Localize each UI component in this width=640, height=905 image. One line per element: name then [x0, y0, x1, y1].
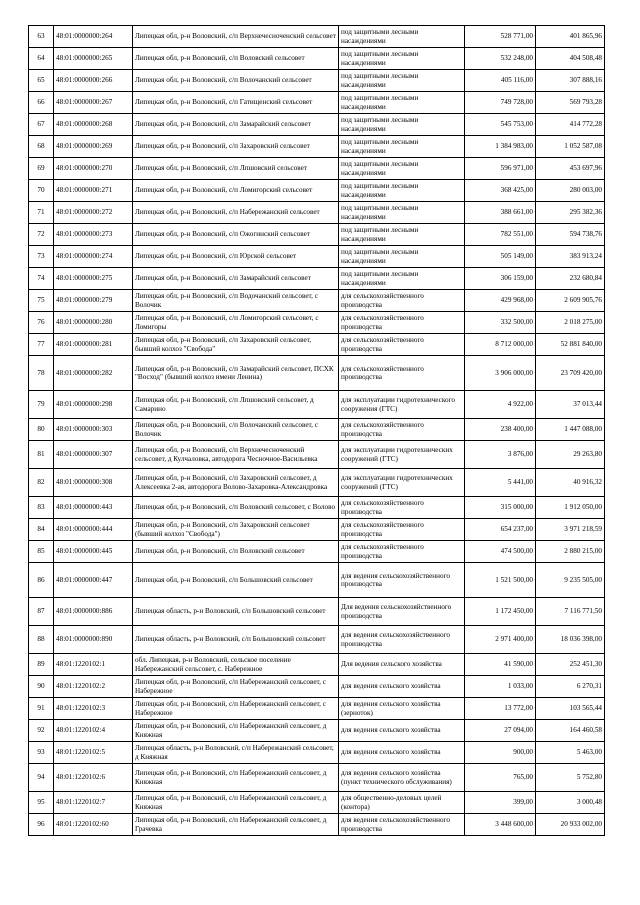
cadastral-value-cell: 401 865,96: [536, 26, 605, 48]
row-number-cell: 96: [29, 814, 54, 836]
row-number-cell: 75: [29, 290, 54, 312]
table-row: [29, 391, 605, 419]
row-number-cell: 83: [29, 497, 54, 519]
cadastral-number-cell: 48:01:0000000:279: [54, 290, 133, 312]
table-row: [29, 626, 605, 654]
location-cell: Липецкая обл, р-н Воловский, с/п Захаровский сельсовет, д Алексеевка 2-ая, автодорога Волово-Захаровка-Александровка: [133, 469, 339, 497]
cadastral-number-cell: 48:01:1220102:2: [54, 676, 133, 698]
area-value-cell: 528 771,00: [465, 26, 536, 48]
permitted-use-cell: под защитными лесными насаждениями: [339, 70, 465, 92]
table-row: [29, 541, 605, 563]
table-row: [29, 419, 605, 441]
cadastral-value-cell: 2 018 275,00: [536, 312, 605, 334]
table-row: [29, 26, 605, 48]
location-cell: Липецкая обл, р-н Воловский, с/п Ожогинский сельсовет: [133, 224, 339, 246]
location-cell: Липецкая обл, р-н Воловский, с/п Гатищенский сельсовет: [133, 92, 339, 114]
permitted-use-cell: под защитными лесными насаждениями: [339, 158, 465, 180]
cadastral-number-cell: 48:01:0000000:303: [54, 419, 133, 441]
row-number-cell: 93: [29, 742, 54, 764]
permitted-use-cell: для сельскохозяйственного производства: [339, 312, 465, 334]
location-cell: Липецкая обл, р-н Воловский, с/п Юрской сельсовет: [133, 246, 339, 268]
location-cell: Липецкая обл, р-н Воловский, с/п Захаровский сельсовет (бывший колхоз "Свобода"): [133, 519, 339, 541]
cadastral-value-cell: 18 036 398,00: [536, 626, 605, 654]
row-number-cell: 65: [29, 70, 54, 92]
cadastral-number-cell: 48:01:1220102:4: [54, 720, 133, 742]
table-row: [29, 497, 605, 519]
cadastral-value-cell: 40 916,32: [536, 469, 605, 497]
area-value-cell: 596 971,00: [465, 158, 536, 180]
area-value-cell: 388 661,00: [465, 202, 536, 224]
permitted-use-cell: под защитными лесными насаждениями: [339, 26, 465, 48]
permitted-use-cell: для общественно-деловых целей (контора): [339, 792, 465, 814]
cadastral-number-cell: 48:01:0000000:281: [54, 334, 133, 356]
table-row: [29, 676, 605, 698]
location-cell: Липецкая обл, р-н Воловский, с/п Ломигорский сельсовет: [133, 180, 339, 202]
area-value-cell: 3 906 000,00: [465, 356, 536, 391]
table-row: [29, 469, 605, 497]
permitted-use-cell: для ведения сельского хозяйства: [339, 676, 465, 698]
area-value-cell: 315 000,00: [465, 497, 536, 519]
location-cell: Липецкая обл, р-н Воловский, с/п Набережанский сельсовет: [133, 202, 339, 224]
row-number-cell: 70: [29, 180, 54, 202]
cadastral-number-cell: 48:01:1220102:1: [54, 654, 133, 676]
area-value-cell: 429 968,00: [465, 290, 536, 312]
row-number-cell: 66: [29, 92, 54, 114]
permitted-use-cell: Для ведения сельского хозяйства: [339, 654, 465, 676]
permitted-use-cell: для ведения сельскохозяйственного производства: [339, 814, 465, 836]
cadastral-number-cell: 48:01:0000000:298: [54, 391, 133, 419]
table-row: [29, 224, 605, 246]
cadastral-number-cell: 48:01:0000000:443: [54, 497, 133, 519]
cadastral-number-cell: 48:01:0000000:886: [54, 598, 133, 626]
permitted-use-cell: под защитными лесными насаждениями: [339, 268, 465, 290]
cadastral-number-cell: 48:01:0000000:269: [54, 136, 133, 158]
table-row: [29, 742, 605, 764]
location-cell: Липецкая обл, р-н Воловский, с/п Набережанский сельсовет, д Княжная: [133, 764, 339, 792]
cadastral-number-cell: 48:01:0000000:280: [54, 312, 133, 334]
permitted-use-cell: для эксплуатации гидротехнических сооружений (ГТС): [339, 469, 465, 497]
row-number-cell: 91: [29, 698, 54, 720]
permitted-use-cell: для эксплуатации гидротехнических сооружений (ГТС): [339, 441, 465, 469]
permitted-use-cell: под защитными лесными насаждениями: [339, 114, 465, 136]
table-row: [29, 563, 605, 598]
row-number-cell: 87: [29, 598, 54, 626]
permitted-use-cell: под защитными лесными насаждениями: [339, 92, 465, 114]
cadastral-number-cell: 48:01:0000000:268: [54, 114, 133, 136]
table-row: [29, 202, 605, 224]
row-number-cell: 88: [29, 626, 54, 654]
cadastral-value-cell: 594 738,76: [536, 224, 605, 246]
permitted-use-cell: для сельскохозяйственного производства: [339, 334, 465, 356]
cadastral-number-cell: 48:01:0000000:270: [54, 158, 133, 180]
cadastral-value-cell: 164 460,58: [536, 720, 605, 742]
location-cell: Липецкая обл, р-н Воловский, с/п Воловский сельсовет, с Волово: [133, 497, 339, 519]
cadastral-value-cell: 414 772,28: [536, 114, 605, 136]
cadastral-value-cell: 23 709 420,00: [536, 356, 605, 391]
table-row: [29, 48, 605, 70]
area-value-cell: 13 772,00: [465, 698, 536, 720]
cadastral-value-cell: 7 116 771,50: [536, 598, 605, 626]
table-row: [29, 441, 605, 469]
area-value-cell: 2 971 400,00: [465, 626, 536, 654]
location-cell: Липецкая обл, р-н Воловский, с/п Воловский сельсовет: [133, 48, 339, 70]
location-cell: Липецкая область, р-н Воловский, с/п Большовский сельсовет: [133, 626, 339, 654]
area-value-cell: 545 753,00: [465, 114, 536, 136]
permitted-use-cell: для сельскохозяйственного производства: [339, 497, 465, 519]
permitted-use-cell: для эксплуатации гидротехнического сооружения (ГТС): [339, 391, 465, 419]
permitted-use-cell: для сельскохозяйственного производства: [339, 519, 465, 541]
area-value-cell: 900,00: [465, 742, 536, 764]
location-cell: Липецкая обл, р-н Воловский, с/п Набережанский сельсовет, д Княжная: [133, 792, 339, 814]
area-value-cell: 5 441,00: [465, 469, 536, 497]
row-number-cell: 72: [29, 224, 54, 246]
area-value-cell: 3 876,00: [465, 441, 536, 469]
location-cell: Липецкая область, р-н Воловский, с/п Набережанский сельсовет, д Княжная: [133, 742, 339, 764]
row-number-cell: 79: [29, 391, 54, 419]
permitted-use-cell: под защитными лесными насаждениями: [339, 48, 465, 70]
permitted-use-cell: под защитными лесными насаждениями: [339, 246, 465, 268]
cadastral-value-cell: 280 003,00: [536, 180, 605, 202]
cadastral-number-cell: 48:01:0000000:273: [54, 224, 133, 246]
cadastral-value-cell: 3 000,48: [536, 792, 605, 814]
location-cell: Липецкая обл, р-н Воловский, с/п Лпшовский сельсовет, д Самарино: [133, 391, 339, 419]
row-number-cell: 85: [29, 541, 54, 563]
permitted-use-cell: для сельскохозяйственного производства: [339, 356, 465, 391]
row-number-cell: 76: [29, 312, 54, 334]
table-row: [29, 356, 605, 391]
permitted-use-cell: для ведения сельскохозяйственного производства: [339, 626, 465, 654]
area-value-cell: 368 425,00: [465, 180, 536, 202]
table-row: [29, 598, 605, 626]
location-cell: Липецкая обл, р-н Воловский, с/п Набережанский сельсовет, с Набережное: [133, 698, 339, 720]
cadastral-value-cell: 5 752,80: [536, 764, 605, 792]
area-value-cell: 474 500,00: [465, 541, 536, 563]
cadastral-value-cell: 1 912 050,00: [536, 497, 605, 519]
row-number-cell: 82: [29, 469, 54, 497]
row-number-cell: 84: [29, 519, 54, 541]
cadastral-value-cell: 295 382,36: [536, 202, 605, 224]
row-number-cell: 95: [29, 792, 54, 814]
table-row: [29, 290, 605, 312]
table-row: [29, 180, 605, 202]
location-cell: Липецкая обл, р-н Воловский, с/п Набережанский сельсовет, д Грачевка: [133, 814, 339, 836]
cadastral-number-cell: 48:01:1220102:7: [54, 792, 133, 814]
table-row: [29, 334, 605, 356]
cadastral-value-cell: 232 680,84: [536, 268, 605, 290]
area-value-cell: 238 400,00: [465, 419, 536, 441]
cadastral-number-cell: 48:01:0000000:282: [54, 356, 133, 391]
cadastral-value-cell: 404 508,48: [536, 48, 605, 70]
table-row: [29, 654, 605, 676]
location-cell: Липецкая обл, р-н Воловский, с/п Замарайский сельсовет, ПСХК "Восход" (бывший колхоз имени Ленина): [133, 356, 339, 391]
permitted-use-cell: для ведения сельского хозяйства: [339, 742, 465, 764]
cadastral-value-cell: 5 463,00: [536, 742, 605, 764]
land-parcels-table: [28, 25, 605, 836]
area-value-cell: 8 712 000,00: [465, 334, 536, 356]
cadastral-value-cell: 9 235 505,00: [536, 563, 605, 598]
cadastral-value-cell: 20 933 002,00: [536, 814, 605, 836]
area-value-cell: 1 384 983,00: [465, 136, 536, 158]
cadastral-number-cell: 48:01:1220102:3: [54, 698, 133, 720]
row-number-cell: 73: [29, 246, 54, 268]
row-number-cell: 68: [29, 136, 54, 158]
area-value-cell: 1 521 500,00: [465, 563, 536, 598]
cadastral-value-cell: 29 263,80: [536, 441, 605, 469]
cadastral-number-cell: 48:01:0000000:272: [54, 202, 133, 224]
permitted-use-cell: для сельскохозяйственного производства: [339, 290, 465, 312]
cadastral-value-cell: 569 793,28: [536, 92, 605, 114]
area-value-cell: 332 500,00: [465, 312, 536, 334]
location-cell: Липецкая обл, р-н Воловский, с/п Захаровский сельсовет, бывший колхоз "Свобода": [133, 334, 339, 356]
row-number-cell: 77: [29, 334, 54, 356]
row-number-cell: 90: [29, 676, 54, 698]
permitted-use-cell: под защитными лесными насаждениями: [339, 136, 465, 158]
area-value-cell: 782 551,00: [465, 224, 536, 246]
cadastral-value-cell: 1 447 088,00: [536, 419, 605, 441]
table-row: [29, 312, 605, 334]
table-row: [29, 268, 605, 290]
table-row: [29, 136, 605, 158]
area-value-cell: 765,00: [465, 764, 536, 792]
row-number-cell: 64: [29, 48, 54, 70]
location-cell: Липецкая обл, р-н Воловский, с/п Набережанский сельсовет, д Княжная: [133, 720, 339, 742]
cadastral-value-cell: 52 881 840,00: [536, 334, 605, 356]
cadastral-value-cell: 103 565,44: [536, 698, 605, 720]
area-value-cell: 532 248,00: [465, 48, 536, 70]
cadastral-number-cell: 48:01:0000000:275: [54, 268, 133, 290]
row-number-cell: 80: [29, 419, 54, 441]
location-cell: Липецкая обл, р-н Воловский, с/п Волочанский сельсовет: [133, 70, 339, 92]
table-row: [29, 158, 605, 180]
table-row: [29, 792, 605, 814]
cadastral-value-cell: 2 880 215,00: [536, 541, 605, 563]
permitted-use-cell: для ведения сельского хозяйства (пункт технического обслуживания): [339, 764, 465, 792]
row-number-cell: 63: [29, 26, 54, 48]
location-cell: Липецкая обл, р-н Воловский, с/п Замарайский сельсовет: [133, 114, 339, 136]
location-cell: Липецкая обл, р-н Воловский, с/п Набережанский сельсовет, с Набережное: [133, 676, 339, 698]
cadastral-number-cell: 48:01:0000000:890: [54, 626, 133, 654]
cadastral-number-cell: 48:01:0000000:271: [54, 180, 133, 202]
area-value-cell: 405 116,00: [465, 70, 536, 92]
cadastral-value-cell: 453 697,96: [536, 158, 605, 180]
permitted-use-cell: под защитными лесными насаждениями: [339, 202, 465, 224]
cadastral-number-cell: 48:01:0000000:274: [54, 246, 133, 268]
area-value-cell: 399,00: [465, 792, 536, 814]
location-cell: Липецкая обл, р-н Воловский, с/п Большовский сельсовет: [133, 563, 339, 598]
area-value-cell: 306 159,00: [465, 268, 536, 290]
cadastral-value-cell: 6 270,31: [536, 676, 605, 698]
cadastral-value-cell: 37 013,44: [536, 391, 605, 419]
location-cell: Липецкая обл, р-н Воловский, с/п Водочанский сельсовет, с Волочик: [133, 290, 339, 312]
row-number-cell: 74: [29, 268, 54, 290]
cadastral-value-cell: 307 888,16: [536, 70, 605, 92]
row-number-cell: 89: [29, 654, 54, 676]
cadastral-value-cell: 2 609 905,76: [536, 290, 605, 312]
location-cell: обл. Липецкая, р-н Воловский, сельское поселение Набережанский сельсовет, с. Набережное: [133, 654, 339, 676]
row-number-cell: 86: [29, 563, 54, 598]
cadastral-number-cell: 48:01:1220102:5: [54, 742, 133, 764]
row-number-cell: 78: [29, 356, 54, 391]
location-cell: Липецкая обл, р-н Воловский, с/п Ломигорский сельсовет, с Ломигоры: [133, 312, 339, 334]
cadastral-value-cell: 383 913,24: [536, 246, 605, 268]
row-number-cell: 69: [29, 158, 54, 180]
table-body: [29, 26, 605, 836]
permitted-use-cell: для сельскохозяйственного производства: [339, 419, 465, 441]
cadastral-number-cell: 48:01:0000000:444: [54, 519, 133, 541]
table-row: [29, 519, 605, 541]
cadastral-number-cell: 48:01:0000000:445: [54, 541, 133, 563]
location-cell: Липецкая обл, р-н Воловский, с/п Захаровский сельсовет: [133, 136, 339, 158]
area-value-cell: 505 149,00: [465, 246, 536, 268]
table-row: [29, 720, 605, 742]
permitted-use-cell: для ведения сельского хозяйства (зерноток): [339, 698, 465, 720]
area-value-cell: 27 094,00: [465, 720, 536, 742]
location-cell: Липецкая обл, р-н Воловский, с/п Верхнечесноченский сельсовет, д Кулчаловка, автодорога Чесночное-Васильевка: [133, 441, 339, 469]
table-row: [29, 70, 605, 92]
table-row: [29, 764, 605, 792]
permitted-use-cell: Для ведения сельскохозяйственного производства: [339, 598, 465, 626]
row-number-cell: 71: [29, 202, 54, 224]
land-parcels-table-page: [28, 25, 604, 836]
area-value-cell: 749 728,00: [465, 92, 536, 114]
location-cell: Липецкая обл, р-н Воловский, с/п Лпшовский сельсовет: [133, 158, 339, 180]
area-value-cell: 654 237,00: [465, 519, 536, 541]
cadastral-number-cell: 48:01:0000000:308: [54, 469, 133, 497]
table-row: [29, 114, 605, 136]
permitted-use-cell: для ведения сельскохозяйственного производства: [339, 563, 465, 598]
table-row: [29, 698, 605, 720]
area-value-cell: 1 172 450,00: [465, 598, 536, 626]
cadastral-value-cell: 1 052 587,08: [536, 136, 605, 158]
row-number-cell: 92: [29, 720, 54, 742]
table-row: [29, 246, 605, 268]
permitted-use-cell: под защитными лесными насаждениями: [339, 180, 465, 202]
location-cell: Липецкая обл, р-н Воловский, с/п Замарайский сельсовет: [133, 268, 339, 290]
area-value-cell: 4 922,00: [465, 391, 536, 419]
table-row: [29, 92, 605, 114]
location-cell: Липецкая обл, р-н Воловский, с/п Верхнечесноченский сельсовет: [133, 26, 339, 48]
cadastral-number-cell: 48:01:0000000:447: [54, 563, 133, 598]
permitted-use-cell: для ведения сельского хозяйства: [339, 720, 465, 742]
row-number-cell: 67: [29, 114, 54, 136]
row-number-cell: 81: [29, 441, 54, 469]
cadastral-value-cell: 3 971 218,59: [536, 519, 605, 541]
cadastral-number-cell: 48:01:1220102:60: [54, 814, 133, 836]
row-number-cell: 94: [29, 764, 54, 792]
area-value-cell: 1 033,00: [465, 676, 536, 698]
cadastral-value-cell: 252 451,30: [536, 654, 605, 676]
location-cell: Липецкая обл, р-н Воловский, с/п Волочанский сельсовет, с Волочик: [133, 419, 339, 441]
permitted-use-cell: под защитными лесными насаждениями: [339, 224, 465, 246]
cadastral-number-cell: 48:01:0000000:264: [54, 26, 133, 48]
location-cell: Липецкая обл, р-н Воловский, с/п Воловский сельсовет: [133, 541, 339, 563]
table-row: [29, 814, 605, 836]
permitted-use-cell: для сельскохозяйственного производства: [339, 541, 465, 563]
cadastral-number-cell: 48:01:1220102:6: [54, 764, 133, 792]
cadastral-number-cell: 48:01:0000000:266: [54, 70, 133, 92]
cadastral-number-cell: 48:01:0000000:267: [54, 92, 133, 114]
area-value-cell: 3 448 600,00: [465, 814, 536, 836]
cadastral-number-cell: 48:01:0000000:307: [54, 441, 133, 469]
location-cell: Липецкая область, р-н Воловский, с/п Большовский сельсовет: [133, 598, 339, 626]
cadastral-number-cell: 48:01:0000000:265: [54, 48, 133, 70]
area-value-cell: 41 590,00: [465, 654, 536, 676]
